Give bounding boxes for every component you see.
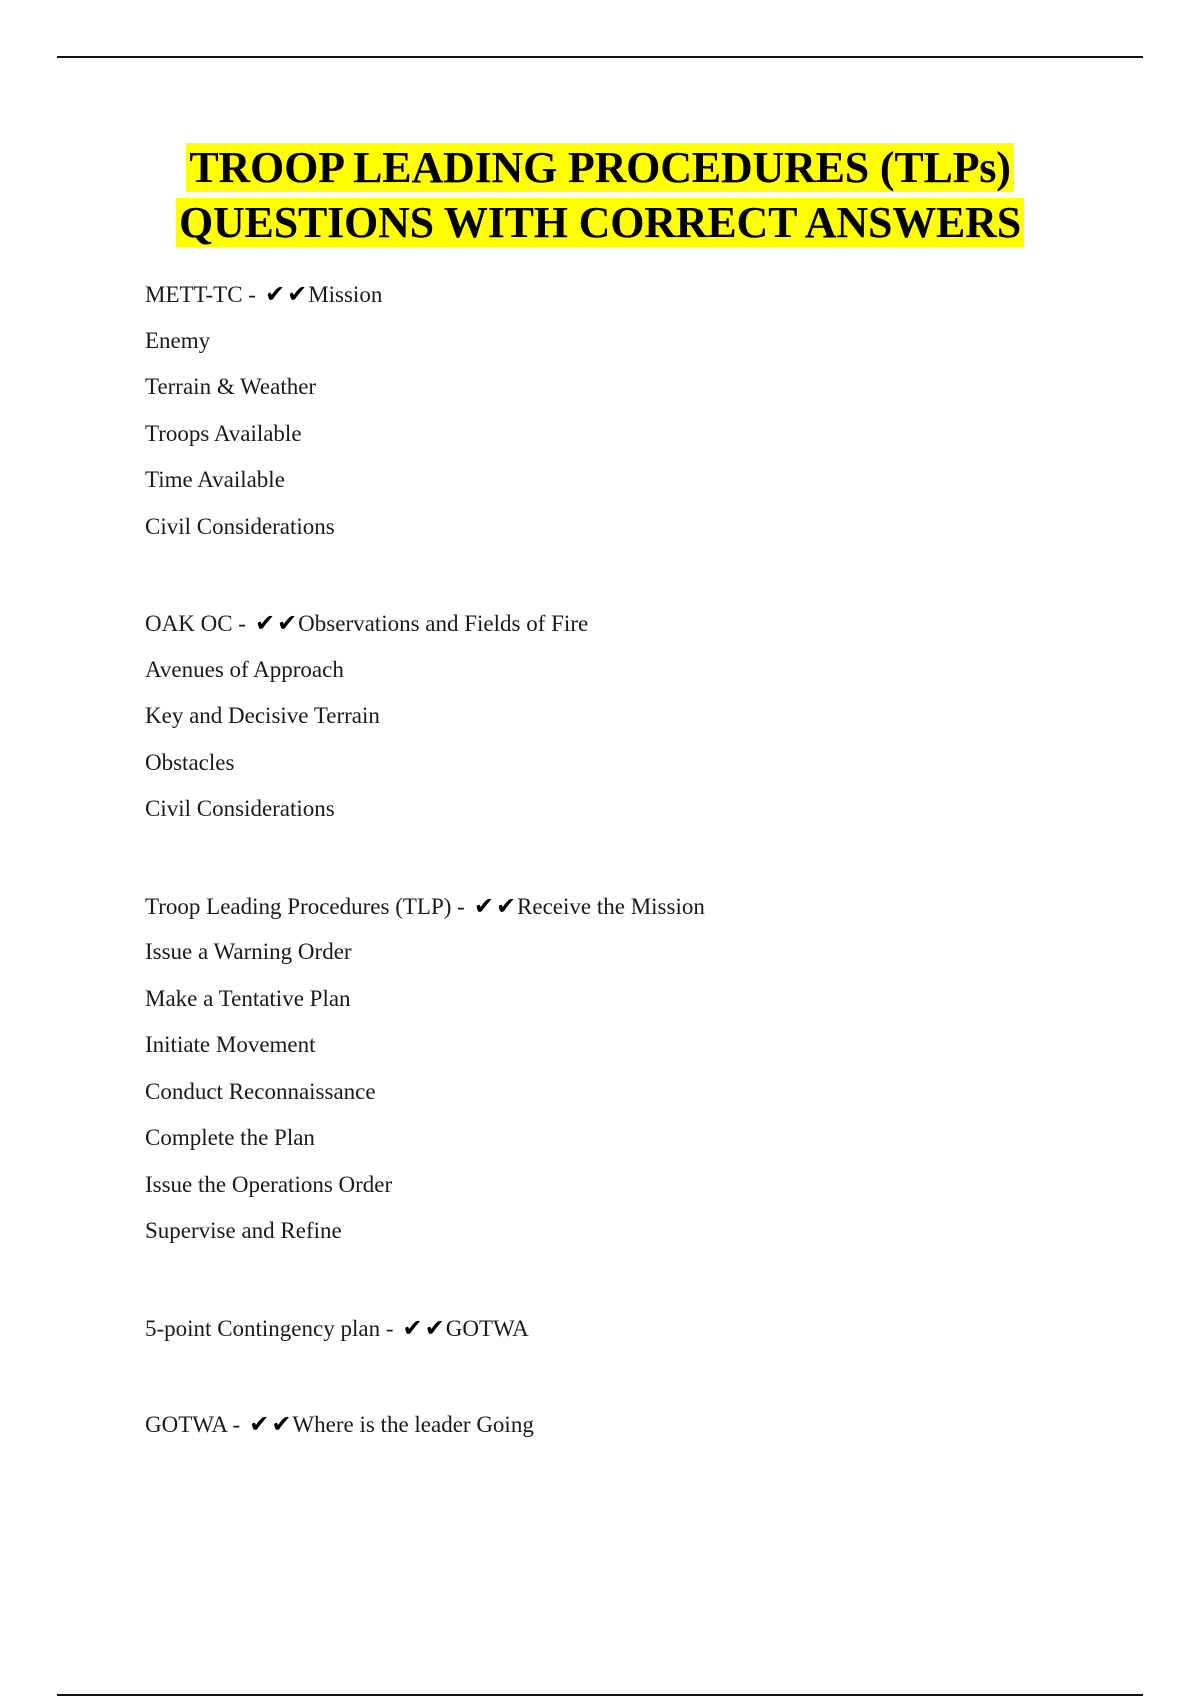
term-separator: - [238, 611, 246, 636]
title-line-1: TROOP LEADING PROCEDURES (TLPs) [186, 143, 1013, 192]
checkmark-icon: ✔ [264, 280, 286, 308]
answer-text: Time Available [145, 467, 285, 492]
answer-line [145, 364, 705, 411]
answer-line [145, 1022, 705, 1069]
answer-line [145, 504, 705, 551]
term-separator: - [248, 282, 256, 307]
answer-text: Key and Decisive Terrain [145, 703, 380, 728]
answer-line [145, 411, 705, 458]
answer-text: Complete the Plan [145, 1125, 315, 1150]
answer-text: Make a Tentative Plan [145, 985, 351, 1011]
answer-text: Mission [308, 282, 383, 307]
checkmark-icon: ✔ [287, 280, 308, 308]
flashcard [145, 1401, 705, 1448]
checkmark-icon: ✔ [277, 609, 298, 637]
answer-text: Issue the Operations Order [145, 1171, 393, 1197]
term: GOTWA [145, 1412, 227, 1437]
answer-line [145, 647, 705, 694]
flashcard-first-line [145, 1305, 705, 1352]
answer-text: Conduct Reconnaissance [145, 1078, 376, 1104]
term: 5-point Contingency plan [145, 1315, 381, 1341]
answer-line [145, 786, 705, 833]
footer-rule [57, 1694, 1143, 1696]
checkmark-icon: ✔ [495, 891, 517, 920]
answer-text: Where is the leader Going [292, 1412, 534, 1437]
answer-line [145, 976, 705, 1023]
checkmark-icon: ✔ [249, 1410, 270, 1438]
flashcard [145, 883, 705, 1255]
answer-text: Initiate Movement [145, 1032, 316, 1057]
answer-line [145, 318, 705, 365]
checkmark-icon: ✔ [473, 891, 494, 920]
checkmark-icon: ✔ [402, 1313, 423, 1342]
term-separator: - [385, 1315, 394, 1341]
answer-line [145, 457, 705, 504]
flashcard-first-line [145, 1401, 705, 1448]
flashcard-first-line [145, 271, 705, 318]
answer-text: Civil Considerations [145, 796, 335, 821]
answer-text: Observations and Fields of Fire [298, 611, 589, 636]
flashcard [145, 271, 705, 550]
flashcard [145, 600, 705, 833]
checkmark-icon: ✔ [424, 1313, 445, 1342]
answer-line [145, 1162, 705, 1209]
term-separator: - [232, 1412, 241, 1437]
answer-text: Enemy [145, 327, 211, 353]
answer-text: GOTWA [445, 1315, 529, 1341]
term: METT-TC [145, 282, 243, 307]
answer-text: Avenues of Approach [145, 656, 344, 682]
answer-text: Terrain & Weather [145, 374, 317, 399]
answer-line [145, 1208, 705, 1255]
document-title [0, 140, 1200, 250]
checkmark-icon: ✔ [271, 1410, 292, 1438]
flashcard-first-line [145, 600, 705, 647]
answer-text: Obstacles [145, 749, 235, 775]
answer-line [145, 1115, 705, 1162]
answer-text: Receive the Mission [517, 893, 705, 919]
answer-line [145, 693, 705, 740]
answer-text: Troops Available [145, 420, 302, 446]
term: OAK OC [145, 611, 233, 636]
checkmark-icon: ✔ [254, 609, 276, 637]
flashcard-first-line [145, 883, 705, 930]
answer-text: Issue a Warning Order [145, 939, 352, 964]
header-rule [57, 56, 1143, 58]
answer-text: Supervise and Refine [145, 1218, 342, 1243]
flashcard-list [145, 271, 705, 1448]
title-line-2: QUESTIONS WITH CORRECT ANSWERS [176, 198, 1024, 247]
term: Troop Leading Procedures (TLP) [145, 893, 452, 919]
answer-text: Civil Considerations [145, 513, 335, 539]
answer-line [145, 740, 705, 787]
answer-line [145, 1069, 705, 1116]
flashcard [145, 1305, 705, 1352]
term-separator: - [457, 893, 465, 919]
answer-line [145, 929, 705, 976]
